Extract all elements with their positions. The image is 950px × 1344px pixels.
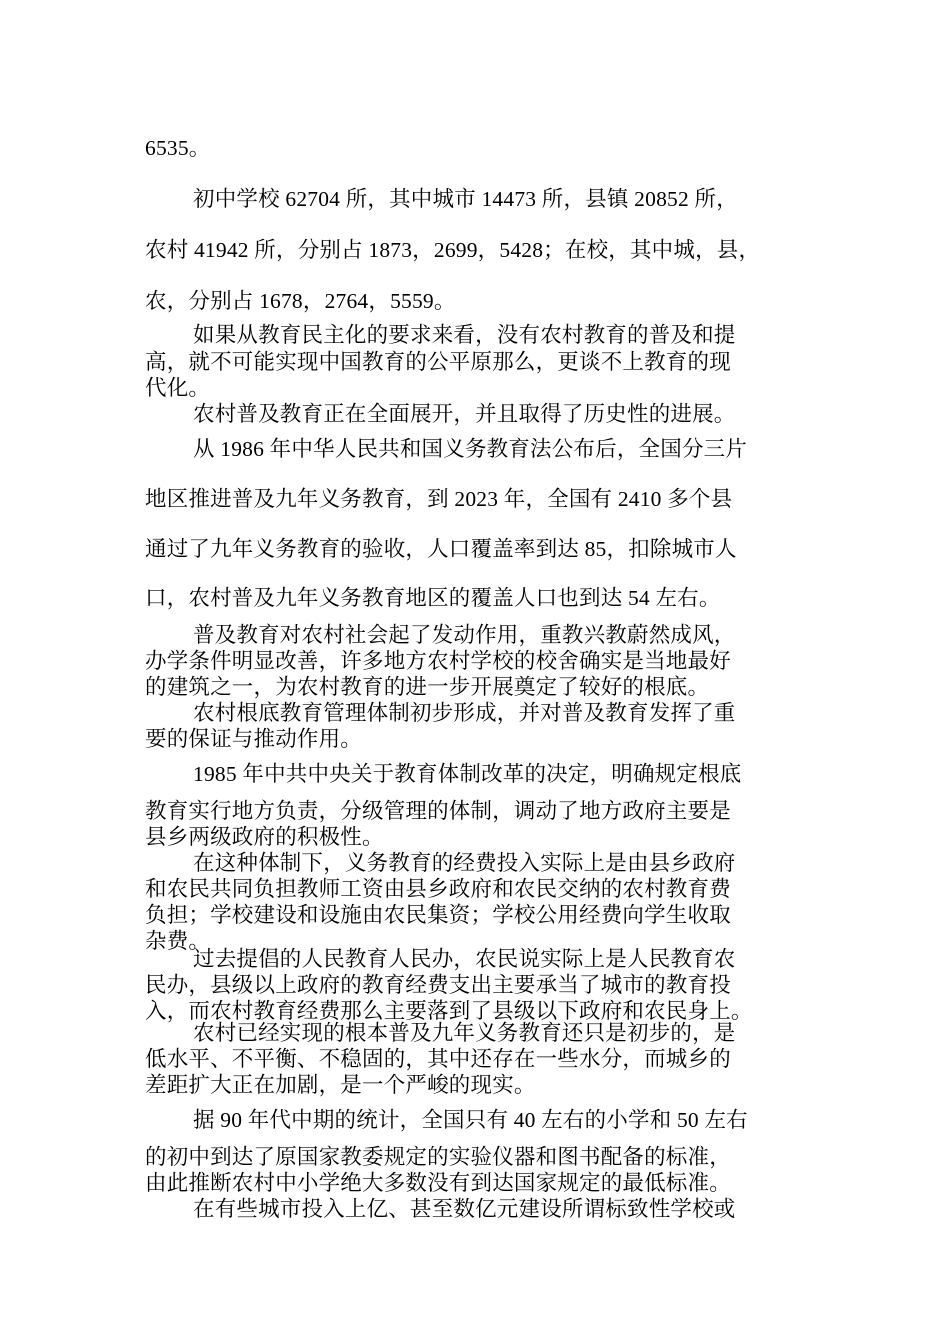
text-line: 据 90 年代中期的统计，全国只有 40 左右的小学和 50 左右 [193,1108,748,1132]
text-line: 低水平、不平衡、不稳固的，其中还存在一些水分，而城乡的 [145,1047,731,1071]
text-line: 初中学校 62704 所，其中城市 14473 所，县镇 20852 所， [193,187,738,211]
text-line: 农村已经实现的根本普及九年义务教育还只是初步的，是 [193,1021,736,1045]
text-line: 地区推进普及九年义务教育，到 2023 年，全国有 2410 多个县 [145,487,733,511]
text-line: 农村 41942 所，分别占 1873，2699，5428；在校，其中城，县， [145,238,761,262]
text-line: 普及教育对农村社会起了发动作用，重教兴教蔚然成风， [193,623,736,647]
text-line: 通过了九年义务教育的验收，人口覆盖率到达 85，扣除城市人 [145,537,737,561]
text-line: 6535。 [145,136,211,160]
text-line: 要的保证与推动作用。 [145,727,363,751]
text-line: 办学条件明显改善，许多地方农村学校的校舍确实是当地最好 [145,649,731,673]
text-line: 从 1986 年中华人民共和国义务教育法公布后，全国分三片 [193,437,748,461]
text-line: 农，分别占 1678，2764，5559。 [145,289,456,313]
text-line: 口，农村普及九年义务教育地区的覆盖人口也到达 54 左右。 [145,586,721,610]
text-line: 的初中到达了原国家教委规定的实验仪器和图书配备的标准， [145,1145,731,1169]
text-line: 农村根底教育管理体制初步形成，并对普及教育发挥了重 [193,701,736,725]
text-line: 民办，县级以上政府的教育经费支出主要承当了城市的教育投 [145,973,731,997]
text-line: 差距扩大正在加剧，是一个严峻的现实。 [145,1073,536,1097]
text-line: 过去提倡的人民教育人民办，农民说实际上是人民教育农 [193,947,736,971]
text-line: 在这种体制下，义务教育的经费投入实际上是由县乡政府 [193,851,736,875]
text-line: 入，而农村教育经费那么主要落到了县级以下政府和农民身上。 [145,999,753,1023]
text-line: 的建筑之一，为农村教育的进一步开展奠定了较好的根底。 [145,675,710,699]
text-line: 如果从教育民主化的要求来看，没有农村教育的普及和提 [193,323,736,347]
text-line: 高，就不可能实现中国教育的公平原那么，更谈不上教育的现 [145,350,731,374]
text-line: 县乡两级政府的积极性。 [145,825,384,849]
text-line: 和农民共同负担教师工资由县乡政府和农民交纳的农村教育费 [145,877,731,901]
text-line: 农村普及教育正在全面展开，并且取得了历史性的进展。 [193,402,736,426]
text-line: 由此推断农村中小学绝大多数没有到达国家规定的最低标准。 [145,1171,731,1195]
text-line: 在有些城市投入上亿、甚至数亿元建设所谓标致性学校或 [193,1197,736,1221]
text-line: 代化。 [145,376,211,400]
text-line: 杂费。 [145,929,211,953]
text-line: 负担；学校建设和设施由农民集资；学校公用经费向学生收取 [145,903,731,927]
text-line: 1985 年中共中央关于教育体制改革的决定，明确规定根底 [193,762,742,786]
text-line: 教育实行地方负责，分级管理的体制，调动了地方政府主要是 [145,799,731,823]
